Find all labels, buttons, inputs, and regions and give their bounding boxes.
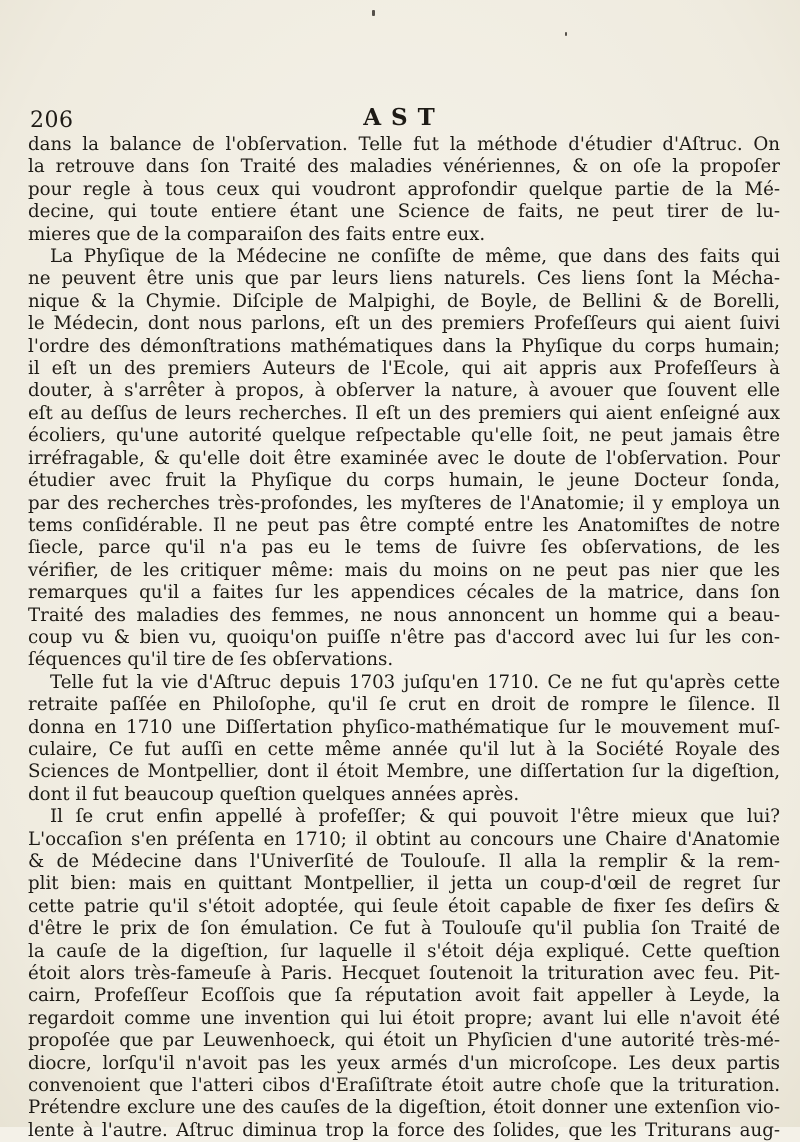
text-line: l'ordre des démonſtrations mathématiques dans la Phyſique du corps humain;	[28, 335, 780, 357]
text-line: & de Médecine dans l'Univerſité de Toulouſe. Il alla la remplir & la rem-	[28, 851, 780, 872]
text-line: dont il fut beaucoup queſtion quelques années après.	[28, 783, 520, 805]
text-line: convenoient que l'atteri cibos d'Eraſiſtrate étoit autre choſe que la trituration.	[28, 1075, 780, 1097]
text-line: lente à l'autre. Aſtruc diminua trop la force des ſolides, que les Triturans aug-	[28, 1119, 780, 1141]
text-line: cairn, Profeſſeur Ecoſſois que ſa réputation avoit fait appeller à Leyde, la	[28, 985, 780, 1007]
text-line: ſéquences qu'il tire de ſes obſervations.	[28, 649, 394, 671]
text-line: Sciences de Montpellier, dont il étoit Membre, une diſſertation ſur la digeſtion,	[28, 761, 780, 783]
text-line: écoliers, qu'une autorité quelque reſpectable qu'elle ſoit, ne peut jamais être	[28, 425, 780, 447]
text-line: retraite paſſée en Philoſophe, qu'il ſe crut en droit de rompre le ſilence. Il	[28, 694, 780, 716]
text-line: Prétendre exclure une des cauſes de la digeſtion, étoit donner une extenſion vio-	[28, 1097, 780, 1119]
text-line: decine, qui toute entiere étant une Science de faits, ne peut tirer de lu-	[28, 201, 780, 223]
text-line: irréfragable, & qu'elle doit être examinée avec le doute de l'obſervation. Pour	[28, 447, 780, 469]
text-line: propoſée que par Leuwenhoeck, qui étoit un Phyſicien d'une autorité très-mé-	[28, 1030, 780, 1052]
text-line: diocre, lorſqu'il n'avoit pas les yeux armés d'un microſcope. Les deux partis	[28, 1052, 780, 1074]
text-line: tems conſidérable. Il ne peut pas être compté entre les Anatomiſtes de notre	[28, 514, 780, 536]
text-line: regardoit comme une invention qui lui étoit propre; avant lui elle n'avoit été	[28, 1007, 780, 1029]
text-line: ſiecle, parce qu'il n'a pas eu le tems de ſuivre ſes obſervations, de les	[28, 537, 780, 559]
running-head: AST	[363, 104, 445, 131]
text-line: étoit alors très-fameuſe à Paris. Hecquet ſoutenoit la trituration avec feu. Pit-	[28, 963, 780, 985]
body-text	[28, 134, 780, 1142]
text-line: Il ſe crut enfin appellé à profeſſer; & qui pouvoit l'être mieux que lui?	[50, 806, 780, 828]
text-line: mieres que de la comparaiſon des faits entre eux.	[28, 223, 486, 245]
text-line: dans la balance de l'obſervation. Telle fut la méthode d'étudier d'Aſtruc. On	[28, 134, 780, 155]
text-line: coup vu & bien vu, quoiqu'on puiſſe n'être pas d'accord avec lui ſur les con-	[28, 626, 780, 648]
text-line: ne peuvent être unis que par leurs liens naturels. Ces liens ſont la Mécha-	[28, 268, 780, 290]
page-number: 206	[30, 108, 74, 133]
text-line: plit bien: mais en quittant Montpellier, il jetta un coup-d'œil de regret ſur	[28, 873, 780, 895]
text-line: vérifier, de les critiquer même: mais du moins on ne peut pas nier que les	[28, 559, 780, 581]
text-line: la cauſe de la digeſtion, ſur laquelle il s'étoit déja expliqué. Cette queſtion	[28, 940, 780, 962]
text-line: la retrouve dans ſon Traité des maladies vénériennes, & on oſe la propoſer	[28, 156, 780, 178]
text-line: La Phyſique de la Médecine ne conſiſte de même, que dans des faits qui	[50, 246, 780, 268]
text-line: Traité des maladies des femmes, ne nous annoncent un homme qui a beau-	[28, 604, 780, 626]
text-line: étudier avec fruit la Phyſique du corps humain, le jeune Docteur ſonda,	[28, 470, 780, 492]
text-line: eſt au deſſus de leurs recherches. Il eſt un des premiers qui aient enſeigné aux	[28, 402, 780, 424]
text-line: L'occaſion s'en préſenta en 1710; il obtint au concours une Chaire d'Anatomie	[28, 828, 780, 850]
text-line: Telle fut la vie d'Aſtruc depuis 1703 juſqu'en 1710. Ce ne fut qu'après cette	[50, 671, 780, 693]
text-line: culaire, Ce fut auſſi en cette même année qu'il lut à la Société Royale des	[28, 738, 780, 760]
text-line: d'être le prix de ſon émulation. Ce fut à Toulouſe qu'il publia ſon Traité de	[28, 918, 780, 940]
text-line: pour regle à tous ceux qui voudront approfondir quelque partie de la Mé-	[28, 178, 780, 200]
page-header	[30, 104, 778, 134]
print-speck	[372, 10, 375, 16]
text-line: il eſt un des premiers Auteurs de l'Ecole, qui ait appris aux Profeſſeurs à	[28, 358, 780, 380]
text-line: douter, à s'arrêter à propos, à obſerver la nature, à avouer que ſouvent elle	[28, 380, 780, 402]
text-line: nique & la Chymie. Diſciple de Malpighi, de Boyle, de Bellini & de Borelli,	[28, 290, 780, 312]
print-speck	[565, 32, 567, 36]
text-line: par des recherches très-profondes, les myſteres de l'Anatomie; il y employa un	[28, 492, 780, 514]
text-line: cette patrie qu'il s'étoit adoptée, qui ſeule étoit capable de fixer ſes deſirs &	[28, 895, 780, 917]
text-line: donna en 1710 une Diſſertation phyſico-mathématique ſur le mouvement muſ-	[28, 716, 780, 738]
text-line: le Médecin, dont nous parlons, eſt un des premiers Profeſſeurs qui aient ſuivi	[28, 313, 780, 335]
text-line: remarques qu'il a faites ſur les appendices cécales de la matrice, dans ſon	[28, 582, 780, 604]
